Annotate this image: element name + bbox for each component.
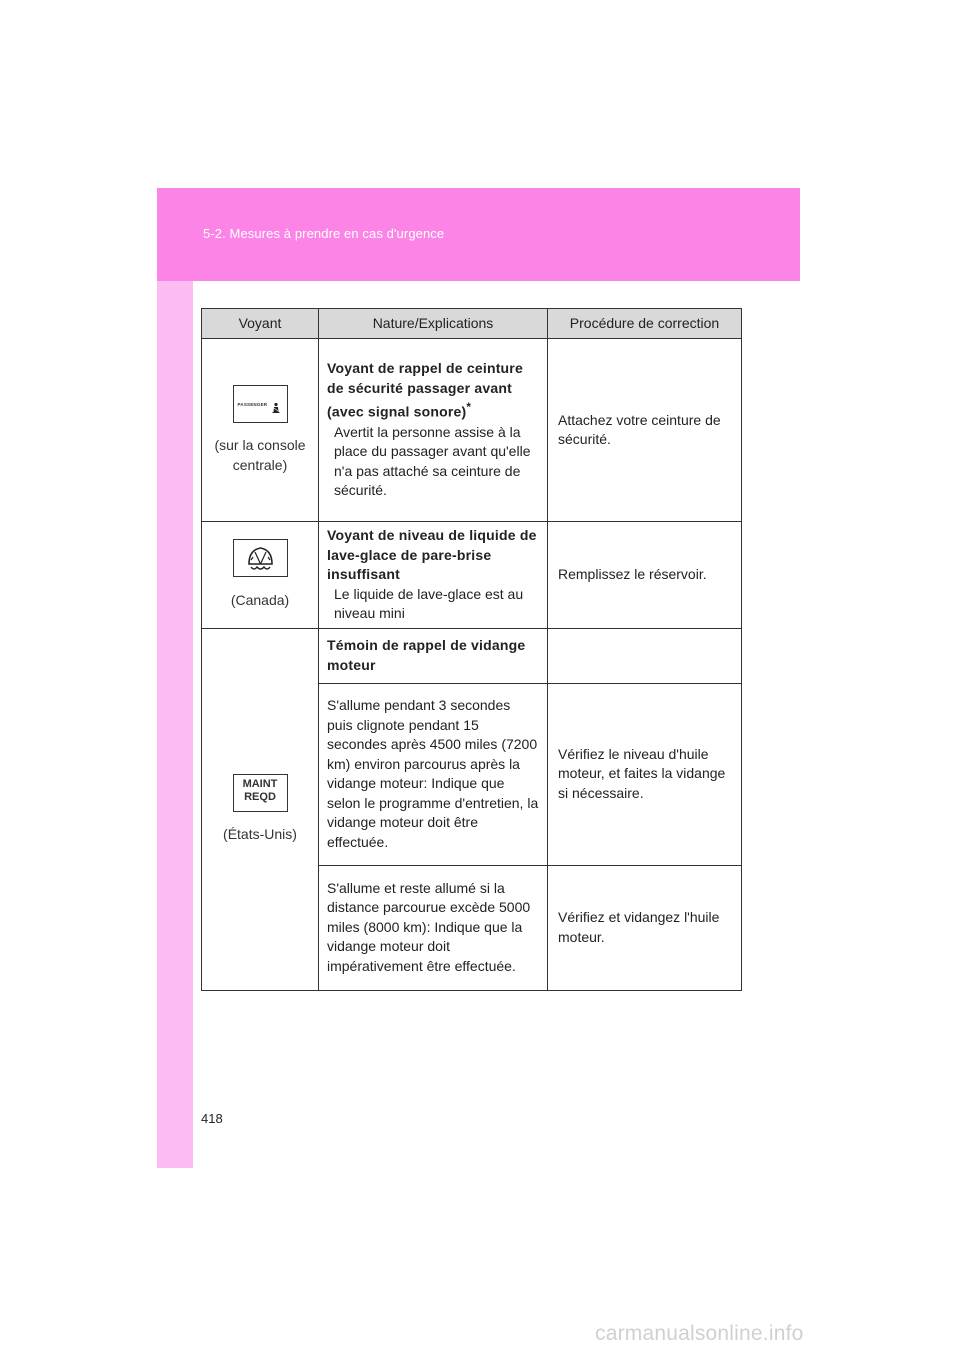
section-title: 5-2. Mesures à prendre en cas d'urgence (203, 226, 445, 241)
maint-reqd-icon (233, 774, 288, 812)
icon-cell (202, 339, 319, 522)
maint-reqd-label: MAINT REQD (242, 777, 278, 803)
procedure-cell: Vérifiez et vidangez l'huile moteur. (548, 865, 742, 990)
side-strip (157, 188, 193, 1168)
washer-fluid-icon (233, 539, 288, 577)
nature-cell: S'allume et reste allumé si la distance parcourue excède 5000 miles (8000 km): Indique que la vidange moteur doit impérativement être effectuée. (319, 865, 548, 990)
nature-body: Avertit la personne assise à la place du passager avant qu'elle n'a pas attaché sa ceinture de sécurité. (334, 423, 531, 499)
nature-title: Voyant de niveau de liquide de lave-glace de pare-brise insuffisant (327, 527, 537, 582)
icon-cell (202, 628, 319, 990)
warning-lights-table (201, 308, 742, 991)
table-row (202, 522, 742, 629)
icon-caption: (Canada) (230, 591, 290, 608)
icon-cell (202, 522, 319, 629)
passenger-seatbelt-icon (233, 385, 288, 423)
table-row (202, 628, 742, 683)
procedure-cell: Remplissez le réservoir. (548, 522, 742, 629)
nature-cell: S'allume pendant 3 secondes puis clignote pendant 15 secondes après 4500 miles (7200 km) environ parcourus après la vidange moteur: Indique que selon le programme d'entretien, la vidange moteur doit être effectuée. (319, 683, 548, 865)
col-header-icon: Voyant (202, 309, 319, 339)
nature-cell (319, 522, 548, 629)
icon-caption: (sur la console centrale) (214, 437, 306, 473)
nature-title: Témoin de rappel de vidange moteur (327, 637, 526, 673)
col-header-nature: Nature/Explications (319, 309, 548, 339)
procedure-cell: Vérifiez le niveau d'huile moteur, et faites la vidange si nécessaire. (548, 683, 742, 865)
footnote-mark: * (466, 401, 472, 415)
nature-cell (319, 339, 548, 522)
page-number: 418 (201, 1111, 223, 1126)
icon-caption: (États-Unis) (223, 826, 297, 842)
watermark: carmanualsonline.info (595, 1322, 804, 1345)
passenger-label: PASSENGER (237, 401, 268, 407)
nature-title: Voyant de rappel de ceinture de sécurité passager avant (avec signal sonore)* (327, 360, 523, 421)
nature-cell (319, 628, 548, 683)
table-row (202, 339, 742, 522)
nature-body: Le liquide de lave-glace est au niveau mini (334, 585, 524, 621)
col-header-procedure: Procédure de correction (548, 309, 742, 339)
procedure-cell: Attachez votre ceinture de sécurité. (548, 339, 742, 522)
table-header-row (202, 309, 742, 339)
procedure-cell-empty (548, 628, 742, 683)
